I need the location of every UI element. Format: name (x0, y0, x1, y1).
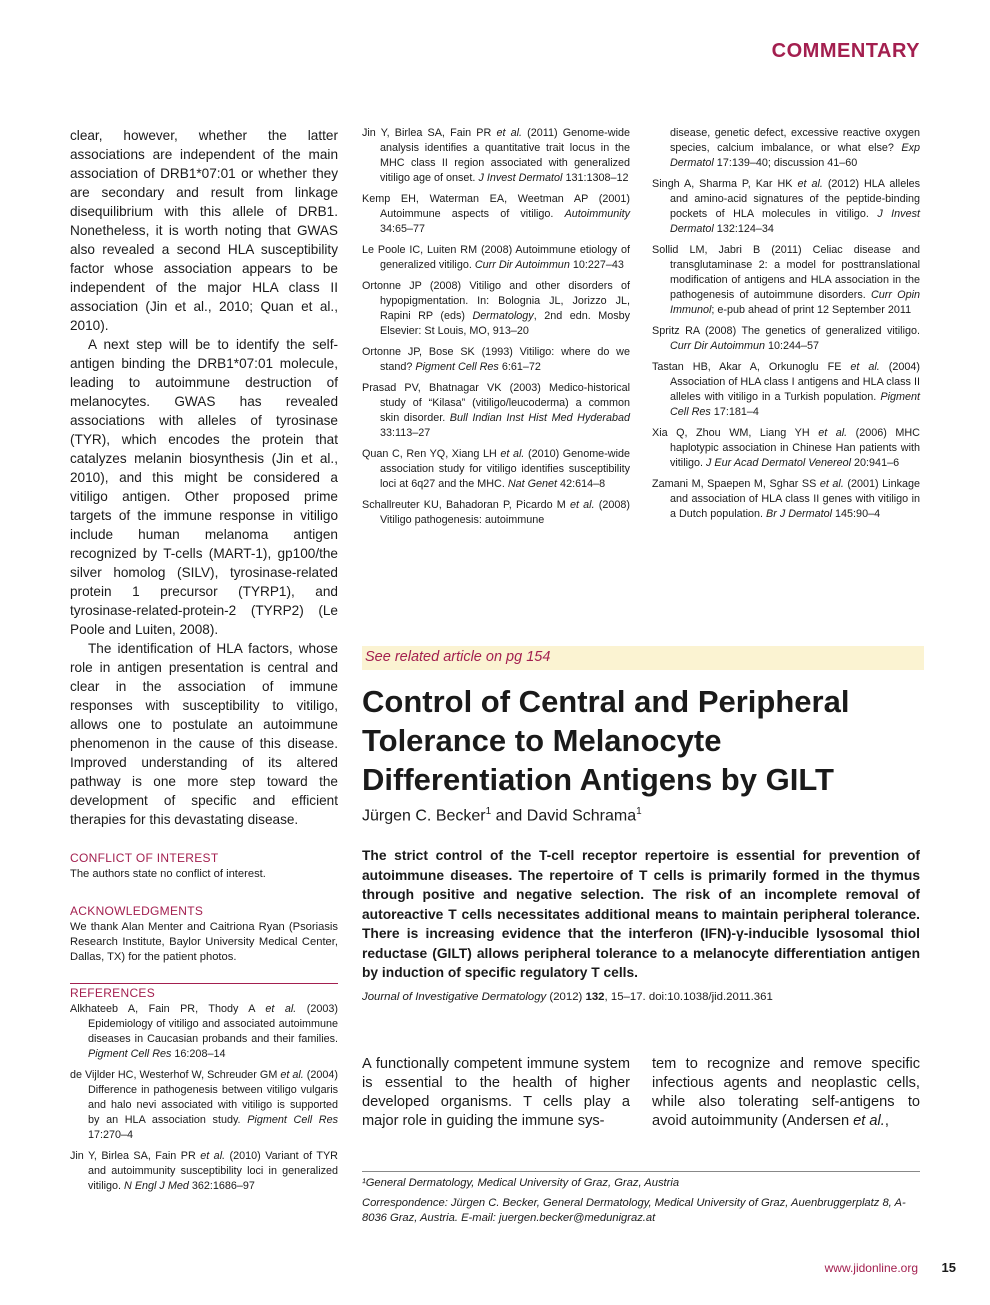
reference-details: 132:124–34 (713, 223, 774, 235)
reference-authors: Ortonne JP, Bose SK (1993) Vitiligo: where do we stand? (362, 346, 630, 373)
coi-heading: CONFLICT OF INTEREST (70, 851, 219, 865)
reference-item (362, 381, 630, 441)
author-line (362, 806, 642, 825)
reference-item (362, 126, 630, 186)
reference-details: 10:244–57 (765, 340, 820, 352)
reference-details: 42:614–8 (557, 478, 606, 490)
reference-item (362, 279, 630, 339)
reference-journal: Curr Dir Autoimmun (474, 259, 570, 271)
reference-item (652, 177, 920, 237)
acknowledgments (70, 904, 338, 965)
coi-text: The authors state no conflict of interest. (70, 868, 266, 880)
reference-journal: Pigment Cell Res (670, 391, 920, 418)
reference-details: 33:113–27 (380, 427, 431, 439)
related-article-banner[interactable] (362, 646, 924, 670)
references-section (70, 983, 338, 1194)
reference-et-al: et al. (265, 1003, 297, 1015)
ack-text: We thank Alan Menter and Caitriona Ryan (Psoriasis Research Institute, Baylor University Medical Center, Dallas, TX) for the patient photos. (70, 921, 338, 963)
reference-journal: Nat Genet (507, 478, 558, 490)
body-text-part: tem to recognize and remove specific infectious agents and neoplastic cells, while also tolerating self-antigens to avoid autoimmunity (Andersen (652, 1056, 920, 1129)
reference-details: 10:227–43 (569, 259, 624, 271)
reference-title: (2006) MHC haplotypic association in Chinese Han patients with vitiligo. (670, 427, 920, 469)
abstract: The strict control of the T-cell receptor repertoire is essential for prevention of autoimmune diseases. The repertoire of T cells is primarily formed in the thymus through positive and negative selection. The risk of an incomplete removal of autoreactive T cells necessitates additional means to maintain peripheral tolerance. There is increasing evidence that the interferon (IFN)-γ-inducible lysosomal thiol reductase (GILT) allows peripheral tolerance to a melanocyte differentiation antigen by induction of specific regulatory T cells. (362, 848, 920, 980)
ref-list-col2 (362, 126, 630, 534)
citation-year: (2012) (546, 991, 586, 1003)
reference-title: (2004) Association of HLA class I antigens and HLA class II alleles with vitiligo in a Turkish population. (670, 361, 920, 403)
reference-item (652, 243, 920, 318)
affiliation-mark: 1 (485, 806, 492, 817)
author-1: Jürgen C. Becker (362, 807, 486, 825)
reference-journal: Br J Dermatol (766, 508, 833, 520)
reference-item (70, 1068, 338, 1143)
conflict-of-interest (70, 851, 338, 882)
reference-details: , 2nd edn. Mosby Elsevier: St Louis, MO, 913–20 (380, 310, 630, 337)
reference-journal: Autoimmunity (564, 208, 630, 220)
reference-details: 20:941–6 (851, 457, 900, 469)
reference-et-al: et al. (496, 127, 523, 139)
reference-authors: Jin Y, Birlea SA, Fain PR (362, 127, 497, 139)
reference-authors: Jin Y, Birlea SA, Fain PR (70, 1150, 201, 1162)
reference-et-al: et al. (819, 478, 844, 490)
affiliation-footnote: ¹General Dermatology, Medical University of Graz, Graz, Austria (362, 1177, 680, 1189)
reference-authors: Alkhateeb A, Fain PR, Thody A (70, 1003, 266, 1015)
reference-et-al: et al. (818, 427, 848, 439)
reference-journal: Pigment Cell Res (88, 1048, 172, 1060)
reference-item (362, 243, 630, 273)
et-al: et al. (853, 1113, 885, 1129)
reference-authors: Prasad PV, Bhatnagar VK (2003) Medico-historical study of “Kilasa” (vitiligo/leucoderma) a common skin disorder. (362, 382, 630, 424)
reference-journal: Pigment Cell Res (415, 361, 499, 373)
left-column (70, 126, 338, 1200)
reference-journal: Bull Indian Inst Hist Med Hyderabad (449, 412, 630, 424)
reference-item (652, 126, 920, 171)
author-2: and David Schrama (491, 807, 637, 825)
reference-et-al: et al. (200, 1150, 226, 1162)
reference-item (652, 360, 920, 420)
reference-details: 17:181–4 (710, 406, 759, 418)
reference-title: (2011) Genome-wide analysis identifies a quantitative trait locus in the MHC class II region associated with generalized vitiligo age of onset. (380, 127, 630, 184)
reference-item (652, 426, 920, 471)
reference-details: 16:208–14 (171, 1048, 226, 1060)
reference-title: (2001) Linkage and association of HLA class II genes with vitiligo in a Dutch population. (670, 478, 920, 520)
reference-details: 145:90–4 (832, 508, 881, 520)
reference-authors: Kemp EH, Waterman EA, Weetman AP (2001) Autoimmune aspects of vitiligo. (362, 193, 630, 220)
reference-authors: Spritz RA (2008) The genetics of generalized vitiligo. (652, 325, 920, 337)
reference-et-al: et al. (280, 1069, 304, 1081)
references-heading: REFERENCES (70, 986, 156, 1000)
continued-text (70, 126, 338, 829)
reference-authors: Schallreuter KU, Bahadoran P, Picardo M (362, 499, 570, 511)
citation-volume: 132 (585, 991, 605, 1003)
reference-et-al: et al. (569, 499, 595, 511)
body-text-right (652, 1055, 920, 1131)
body-text-part: , (884, 1113, 889, 1129)
reference-authors: Ortonne JP (2008) Vitiligo and other disorders of hypopigmentation. In: Bolognia JL, Jorizzo JL, Rapini RP (eds) (362, 280, 630, 322)
ref-list-col1 (70, 1002, 338, 1194)
reference-details: ; e-pub ahead of print 12 September 2011 (711, 304, 912, 316)
reference-authors: Tastan HB, Akar A, Orkunoglu FE (652, 361, 851, 373)
reference-et-al: et al. (500, 448, 525, 460)
reference-journal: Curr Opin Immunol (670, 289, 920, 316)
reference-et-al: et al. (797, 178, 823, 190)
reference-journal: Exp Dermatol (670, 142, 920, 169)
paragraph: A next step will be to identify the self-antigen binding the DRB1*07:01 molecule, leading to autoimmune destruction of melanocytes. GWAS has revealed associations with alleles of tyrosinase (TYR), which encodes the protein that catalyzes melanin biosynthesis (Jin et al., 2010), and this might be considered a vitiligo antigen. Other proposed prime targets of the immune response in vitiligo include human melanoma antigen recognized by T-cells (MART-1), gp100/the silver homolog (SILV), tyrosinase-related protein 1 precursor (TYRP1), and tyrosinase-related-protein-2 (TYRP2) (Le Poole and Luiten, 2008). (70, 337, 338, 637)
reference-journal: Curr Dir Autoimmun (670, 340, 765, 352)
reference-journal: J Eur Acad Dermatol Venereol (706, 457, 852, 469)
reference-item (362, 345, 630, 375)
reference-item (652, 324, 920, 354)
reference-journal: J Invest Dermatol (670, 208, 920, 235)
journal-url[interactable]: www.jidonline.org (824, 1261, 918, 1275)
reference-title: (2004) Difference in pathogenesis between vitiligo vulgaris and halo nevi associated with vitiligo is supported by an HLA association study. (88, 1069, 338, 1126)
reference-authors: Le Poole IC, Luiten RM (2008) Autoimmune etiology of generalized vitiligo. (362, 244, 630, 271)
reference-item (70, 1149, 338, 1194)
reference-journal: Pigment Cell Res (247, 1114, 338, 1126)
reference-authors: Singh A, Sharma P, Kar HK (652, 178, 798, 190)
body-text-left: A functionally competent immune system is essential to the health of higher developed organisms. T cells play a major role in guiding the immune sys- (362, 1056, 630, 1129)
reference-journal: J Invest Dermatol (478, 172, 563, 184)
reference-authors: Xia Q, Zhou WM, Liang YH (652, 427, 819, 439)
ack-heading: ACKNOWLEDGMENTS (70, 904, 204, 918)
footnote-divider (362, 1171, 920, 1172)
reference-journal: N Engl J Med (124, 1180, 189, 1192)
reference-details: 131:1308–12 (562, 172, 629, 184)
reference-title: (2010) Variant of TYR and autoimmunity susceptibility loci in generalized vitiligo. (88, 1150, 338, 1192)
reference-authors: Sollid LM, Jabri B (2011) Celiac disease and transglutaminase 2: a model for posttranslational modification of antigens and HLA association in the pathogenesis of autoimmune disorders. (652, 244, 920, 301)
reference-item (362, 447, 630, 492)
reference-item (70, 1002, 338, 1062)
correspondence-footnote: Correspondence: Jürgen C. Becker, General Dermatology, Medical University of Graz, Auenbruggerplatz 8, A-8036 Graz, Austria. E-mail: juergen.becker@medunigraz.at (362, 1197, 906, 1224)
reference-authors: Quan C, Ren YQ, Xiang LH (362, 448, 501, 460)
section-label: COMMENTARY (771, 40, 920, 62)
reference-title: (2003) Epidemiology of vitiligo and associated autoimmune diseases in Caucasian probands and their families. (88, 1003, 338, 1045)
reference-title: (2012) HLA alleles and amino-acid signatures of the peptide-binding pockets of HLA molecules in vitiligo. (670, 178, 920, 220)
reference-details: 17:139–40; discussion 41–60 (713, 157, 858, 169)
reference-title: (2008) Vitiligo pathogenesis: autoimmune (380, 499, 630, 526)
citation-pages: , 15–17. doi:10.1038/jid.2011.361 (604, 991, 773, 1003)
reference-et-al: et al. (850, 361, 880, 373)
page-number: 15 (941, 1260, 956, 1275)
related-article-link[interactable]: See related article on pg 154 (365, 649, 551, 665)
paragraph: clear, however, whether the latter associations are independent of the main association of DRB1*07:01 or whether they are secondary and result from linkage disequilibrium with this allele of DRB1. Nonetheless, it is worth noting that GWAS also revealed a second HLA susceptibility factor whose association appears to be independent of the major HLA class II association (Jin et al., 2010; Quan et al., 2010). (70, 128, 338, 333)
reference-authors: disease, genetic defect, excessive reactive oxygen species, calcium imbalance, or what else? (670, 127, 920, 154)
article-title: Control of Central and Peripheral Tolerance to Melanocyte Differentiation Antigens by GILT (362, 684, 850, 797)
reference-details: 34:65–77 (380, 223, 426, 235)
citation (362, 991, 920, 1003)
reference-details: 362:1686–97 (188, 1180, 255, 1192)
reference-details: 6:61–72 (498, 361, 541, 373)
reference-details: 17:270–4 (88, 1129, 134, 1141)
reference-journal: Dermatology (472, 310, 534, 322)
reference-authors: de Vijlder HC, Westerhof W, Schreuder GM (70, 1069, 281, 1081)
reference-item (362, 498, 630, 528)
ref-list-col3 (652, 126, 920, 528)
reference-authors: Zamani M, Spaepen M, Sghar SS (652, 478, 820, 490)
reference-title: (2010) Genome-wide association study for vitiligo identifies susceptibility loci at 6q27 and the MHC. (380, 448, 630, 490)
affiliation-mark: 1 (636, 806, 642, 817)
reference-item (652, 477, 920, 522)
paragraph: The identification of HLA factors, whose role in antigen presentation is central and clear in the association of immune responses with susceptibility to vitiligo, allows one to postulate an autoimmune phenomenon in the cause of this disease. Improved understanding of its altered pathway is one more step toward the development of specific and efficient therapies for this devastating disease. (70, 641, 338, 827)
reference-item (362, 192, 630, 237)
citation-journal: Journal of Investigative Dermatology (362, 991, 547, 1003)
